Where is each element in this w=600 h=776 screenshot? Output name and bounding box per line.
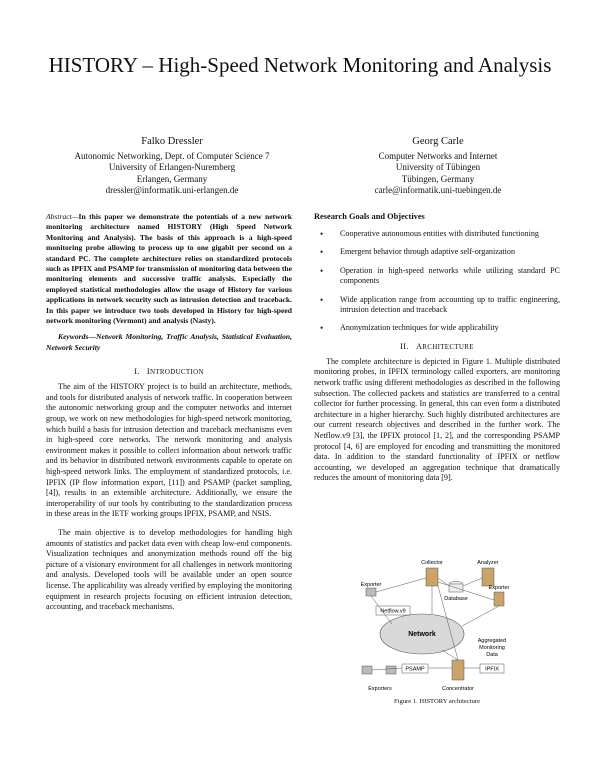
aggregated-label: Aggregated xyxy=(477,638,507,644)
network-label: Network xyxy=(408,631,436,638)
author-block-1 xyxy=(42,136,302,197)
figure-caption: Figure 1. HISTORY architecture xyxy=(393,698,481,705)
computer-icon xyxy=(366,588,376,596)
section-number: I. xyxy=(134,367,140,377)
architecture-figure xyxy=(352,556,542,706)
intro-paragraph-1: The aim of the HISTORY project is to build an architecture, methods, and tools for distributed analysis of network traffic. In cooperation between the autonomic networking group and the computer networks and internet group, we work on new methodologies for high-speed network monitoring, which build a basis for intrusion detection and traceback mechanisms even in high-speed core networks. The network monitoring and analysis environment makes it possible to collect information about network traffic and its behavior in distributed network environments capable to operate on high-speed network links. The employment of standardized protocols, i.e. IPFIX (IP flow information export, [11]) and PSAMP (packet sampling, [4]), results in an extensible architecture. Additionally, we ensure the interoperability of our tools by contributing to the standardization process in these areas in the IETF working groups IPFIX, PSAMP, and NSIS. xyxy=(46,382,292,519)
netflow-label: Netflow.v9 xyxy=(380,608,406,615)
intro-paragraph-2: The main objective is to develop methodologies for handling high amounts of statistics and packet data even with cheap low-end components. Visualization techniques and anonymization methods round off the big picture of a visionary environment for all challenges in network monitoring and analysis. Developed tools will be available under an open source license. The applicability was already verified by employing the monitoring equipment in research projects focusing on efficient intrusion detection, accounting, and traceback mechanisms. xyxy=(46,528,292,612)
section-heading-architecture xyxy=(314,342,560,351)
section-cap: I xyxy=(146,367,150,377)
database-label: Database xyxy=(444,596,468,602)
abstract-label: Abstract— xyxy=(46,212,79,221)
section-cap: A xyxy=(415,341,423,351)
abstract xyxy=(46,212,292,326)
computer-icon xyxy=(386,666,396,674)
author-block-2 xyxy=(308,136,568,197)
exporter-label: Exporter xyxy=(488,585,510,591)
section-rest: NTRODUCTION xyxy=(149,368,204,377)
server-icon xyxy=(494,592,504,606)
author-affiliation: Erlangen, Germany xyxy=(136,173,208,184)
research-goals-list xyxy=(314,229,560,334)
author-affiliation: University of Tübingen xyxy=(395,162,481,172)
author-email: carle@informatik.uni-tuebingen.de xyxy=(374,185,502,195)
list-item: • Operation in high-speed networks while utilizing standard PC components xyxy=(314,266,560,287)
architecture-paragraph: The complete architecture is depicted in Figure 1. Multiple distributed monitoring probes, in IPFIX terminology called exporters, are monitoring network traffic using different methodologies as described in the following subsection. The collected packets and statistics are transferred to a central collector for further processing. In general, this can even form a distributed architecture in a higher hierarchy. Such highly distributed architectures are our current research objectives and described in the further work. The Netflow.v9 [3], the IPFIX protocol [1, 2], and the corresponding PSAMP protocol [4, 6] are employed for encoding and transmitting the monitored data. In addition to the standard functionality of IPFIX or netflow accounting, we developed an aggregation technique that dramatically reduces the amount of monitoring data [9]. xyxy=(314,356,560,483)
author-affiliation: University of Erlangen-Nuremberg xyxy=(108,162,236,172)
exporter-label: Exporter xyxy=(360,582,382,588)
analyzer-label: Analyzer xyxy=(477,560,499,566)
author-affiliation: Computer Networks and Internet xyxy=(378,150,498,161)
list-item: • Cooperative autonomous entities with distributed functioning xyxy=(314,229,560,239)
section-number: II. xyxy=(400,341,409,351)
paper-title: HISTORY – High-Speed Network Monitoring and Analysis xyxy=(48,53,552,77)
computer-icon xyxy=(362,666,372,674)
author-affiliation: Tübingen, Germany xyxy=(401,173,475,184)
left-column xyxy=(46,212,292,621)
psamp-label: PSAMP xyxy=(405,666,425,673)
server-icon xyxy=(482,568,494,586)
collector-label: Collector xyxy=(421,560,443,566)
author-name: Falko Dressler xyxy=(141,136,203,147)
monitoring-label: Monitoring xyxy=(479,645,505,651)
concentrator-label: Concentrator xyxy=(442,686,474,692)
list-item: • Emergent behavior through adaptive self-organization xyxy=(314,247,560,257)
list-item: • Anonymization techniques for wide applicability xyxy=(314,323,560,333)
keywords: Keywords—Network Monitoring, Traffic Analysis, Statistical Evaluation, Network Security xyxy=(46,332,292,352)
data-label: Data xyxy=(486,652,498,658)
author-affiliation: Autonomic Networking, Dept. of Computer Science 7 xyxy=(74,150,270,161)
abstract-text: In this paper we demonstrate the potentials of a new network monitoring architecture named HISTORY (High Speed Network Monitoring and Analysis). The basis of this approach is a high-speed monitoring probe allowing to process up to one gigabit per second on a standard PC. The complete architecture relies on standardized protocols such as IPFIX and PSAMP for transmission of monitoring data between the monitoring elements and successive traffic analysis. Especially the employed statistical methodologies allow the usage of History for various applications in network security such as intrusion detection and traceback. In this paper we introduce two tools developed in History for high-speed network monitoring (Vermont) and analysis (Nasty). xyxy=(46,212,292,326)
author-name: Georg Carle xyxy=(412,136,464,147)
research-goals-heading: Research Goals and Objectives xyxy=(314,212,425,221)
author-email: dressler@informatik.uni-erlangen.de xyxy=(105,185,239,195)
server-icon xyxy=(452,660,464,680)
server-icon xyxy=(426,568,438,586)
exporters-label: Exporters xyxy=(368,686,392,692)
right-column xyxy=(314,212,560,492)
ipfix-label: IPFIX xyxy=(485,666,499,673)
list-item: • Wide application range from accounting up to traffic engineering, intrusion detection and traceback xyxy=(314,295,560,316)
section-rest: RCHITECTURE xyxy=(422,342,474,351)
section-heading-introduction xyxy=(46,367,292,376)
